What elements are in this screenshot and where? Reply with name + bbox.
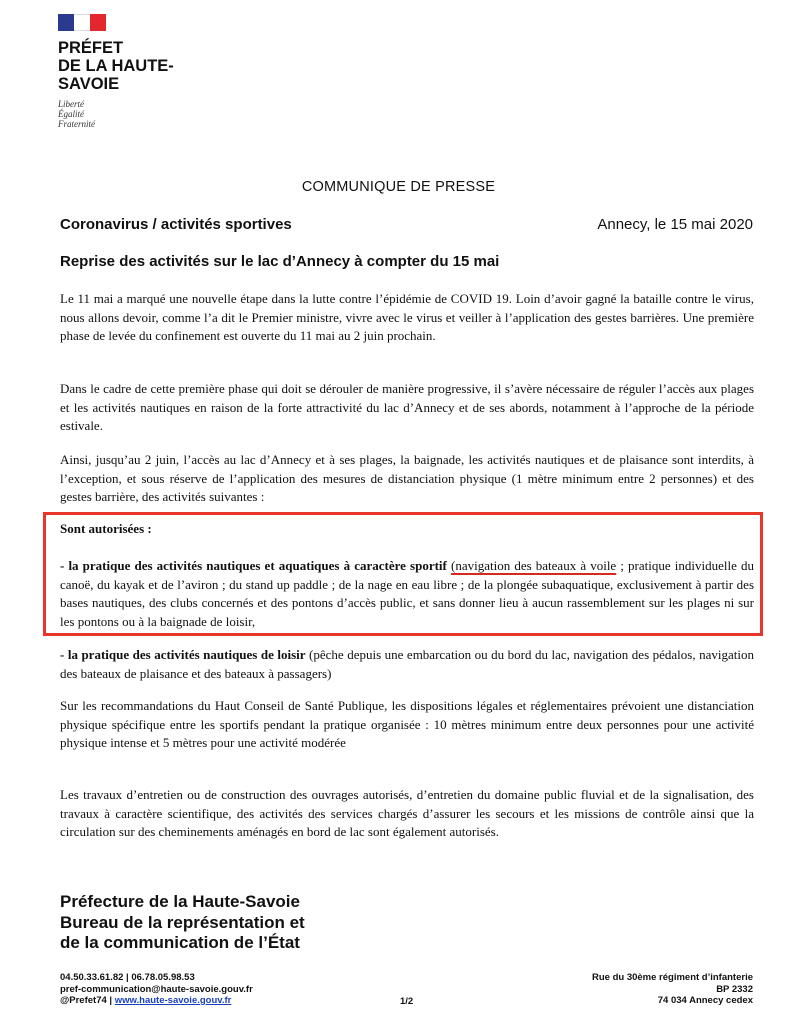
- page-number: 1/2: [400, 996, 414, 1007]
- leisure-activities-details: (pêche depuis une embarcation ou du bord du lac, navigation des pédalos, navigation des bateaux de plaisance et des bateaux à passagers): [60, 647, 754, 681]
- paragraph-7: Les travaux d’entretien ou de construction des ouvrages autorisés, d’entretien du domaine public fluvial et de la signalisation, des travaux à caractère scientifique, des activités des services chargés d’assurer les secours et les missions de contrôle ainsi que la circulation sur des cheminements aménagés en bord de lac sont également autorisés.: [60, 787, 754, 839]
- paragraph-2: Dans le cadre de cette première phase qui doit se dérouler de manière progressive, il s’avère nécessaire de réguler l’accès aux plages et les activités nautiques en raison de la forte attractivité du lac d’Annecy et de ses abords, notamment à l’approche de la période estivale.: [60, 381, 754, 433]
- prefet-title: PRÉFET DE LA HAUTE- SAVOIE: [58, 39, 174, 93]
- paragraph-6: Sur les recommandations du Haut Conseil de Santé Publique, les dispositions légales et réglementaires prévoient une distanciation physique spécifique entre les sportifs pendant la pratique organisée : 10 mètres minimum entre deux personnes pour une activité physique intense et 5 mètres pour une activité modérée: [60, 698, 754, 750]
- underlined-sailing: (navigation des bateaux à voile: [451, 558, 617, 573]
- paragraph-3: Ainsi, jusqu’au 2 juin, l’accès au lac d’Annecy et à ses plages, la baignade, les activités nautiques et de plaisance sont interdits, à l’exception, et sous réserve de l’application des mesures de distanciation physique (1 mètre minimum entre 2 personnes) et des gestes barrière, des activités suivantes :: [60, 452, 754, 504]
- motto: Liberté Égalité Fraternité: [58, 99, 95, 129]
- authorized-title: Sont autorisées :: [60, 521, 152, 536]
- sport-activities-details: ; pratique individuelle du canoë, du kayak et de l’aviron ; du stand up paddle ; de la nage en eau libre ; de la plongée subaquatique, exclusivement à partir des bases nautiques, des clubs concernés et des pontons d’accès public, et sans donner lieu à aucun rassemblement sur les plages ni sur les pontons ou à la baignade de loisir,: [60, 558, 754, 629]
- paragraph-1: Le 11 mai a marqué une nouvelle étape dans la lutte contre l’épidémie de COVID 19. Loin d’avoir gagné la bataille contre le virus, nous allons devoir, comme l’a dit le Premier ministre, vivre avec le virus et veiller à l’application des gestes barrières. Une première phase de levée du confinement est ouverte du 11 mai au 2 juin prochain.: [60, 291, 754, 343]
- document-date: Annecy, le 15 mai 2020: [597, 216, 753, 233]
- document-headline: Reprise des activités sur le lac d’Annecy à compter du 15 mai: [60, 253, 500, 270]
- footer-phones: 04.50.33.61.82 | 06.78.05.98.53: [60, 972, 195, 983]
- flag-icon: [58, 14, 106, 31]
- footer-email: pref-communication@haute-savoie.gouv.fr: [60, 983, 253, 995]
- document-title: COMMUNIQUE DE PRESSE: [301, 179, 496, 195]
- footer-contact: [60, 972, 253, 1007]
- paragraph-leisure-activities: [60, 646, 754, 683]
- signature-block: Préfecture de la Haute-Savoie Bureau de la représentation et de la communication de l’État: [60, 892, 305, 952]
- website-link[interactable]: www.haute-savoie.gouv.fr: [114, 995, 232, 1006]
- footer-twitter: @Prefet74 |: [60, 995, 115, 1006]
- document-subject: Coronavirus / activités sportives: [60, 216, 292, 233]
- prefecture-logo: [58, 14, 218, 129]
- footer-address: Rue du 30ème régiment d’infanterie BP 2332 74 034 Annecy cedex: [591, 972, 753, 1006]
- sport-activities-heading: - la pratique des activités nautiques et aquatiques à caractère sportif: [60, 558, 447, 573]
- paragraph-sport-activities: [60, 557, 754, 631]
- leisure-activities-heading: - la pratique des activités nautiques de loisir: [60, 647, 306, 662]
